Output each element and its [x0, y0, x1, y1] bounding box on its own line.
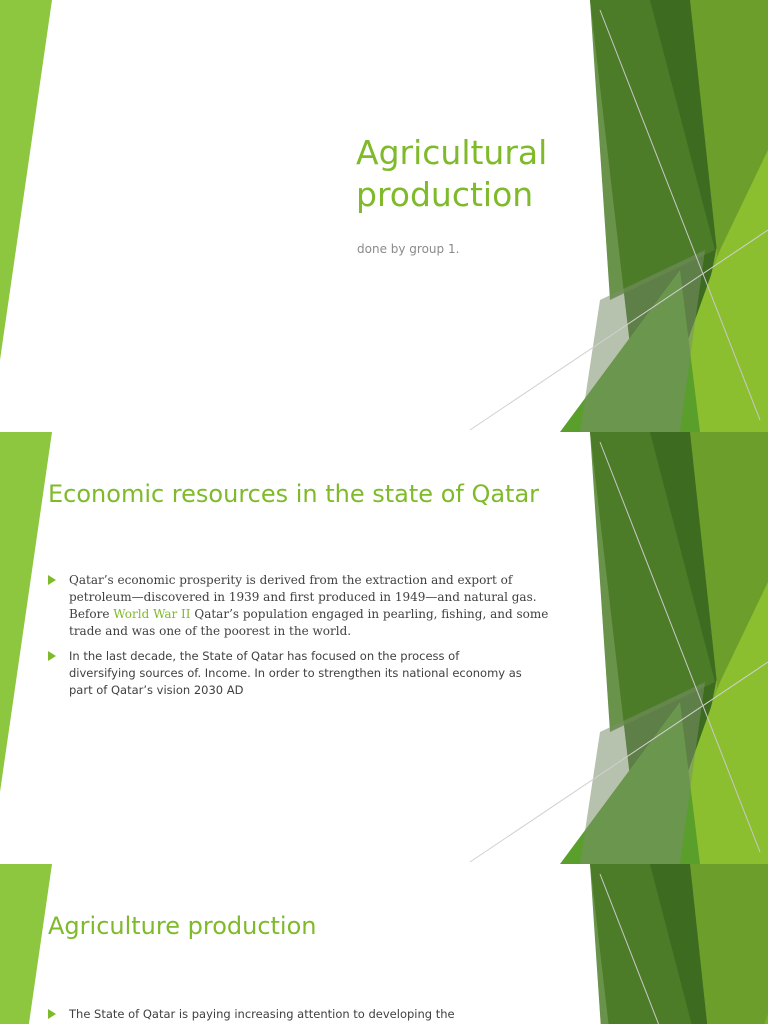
bullet-item: The State of Qatar is paying increasing attention to developing the [48, 1006, 588, 1023]
bullet-list [48, 572, 588, 707]
slide-heading: Economic resources in the state of Qatar [48, 480, 540, 508]
slide-title [356, 132, 616, 216]
slide-heading: Agriculture production [48, 912, 317, 940]
bullet-arrow-icon [48, 651, 56, 661]
slide-1 [0, 0, 768, 432]
green-shapes-decoration [0, 864, 768, 1024]
bullet-arrow-icon [48, 575, 56, 585]
title-line-1: Agricultural [356, 133, 548, 172]
world-war-ii-link[interactable]: World War II [113, 607, 191, 621]
slide-subtitle: done by group 1. [357, 242, 460, 256]
slide-3 [0, 864, 768, 1024]
bullet-arrow-icon [48, 1009, 56, 1019]
green-shapes-decoration [0, 0, 768, 432]
bullet-list [48, 1006, 588, 1024]
title-line-2: production [356, 175, 534, 214]
bullet-item: Qatar’s economic prosperity is derived from the extraction and export of petroleum—discovered in 1939 and first produced in 1949—and natural gas. Before World War II Qatar’s population engaged in pearling, fishing, and some trade and was one of the poorest in the world. [48, 572, 588, 640]
slide-2 [0, 432, 768, 864]
bullet-item: In the last decade, the State of Qatar has focused on the process of diversifying sources of. Income. In order to strengthen its national economy as part of Qatar’s vision 2030 AD [48, 648, 588, 699]
